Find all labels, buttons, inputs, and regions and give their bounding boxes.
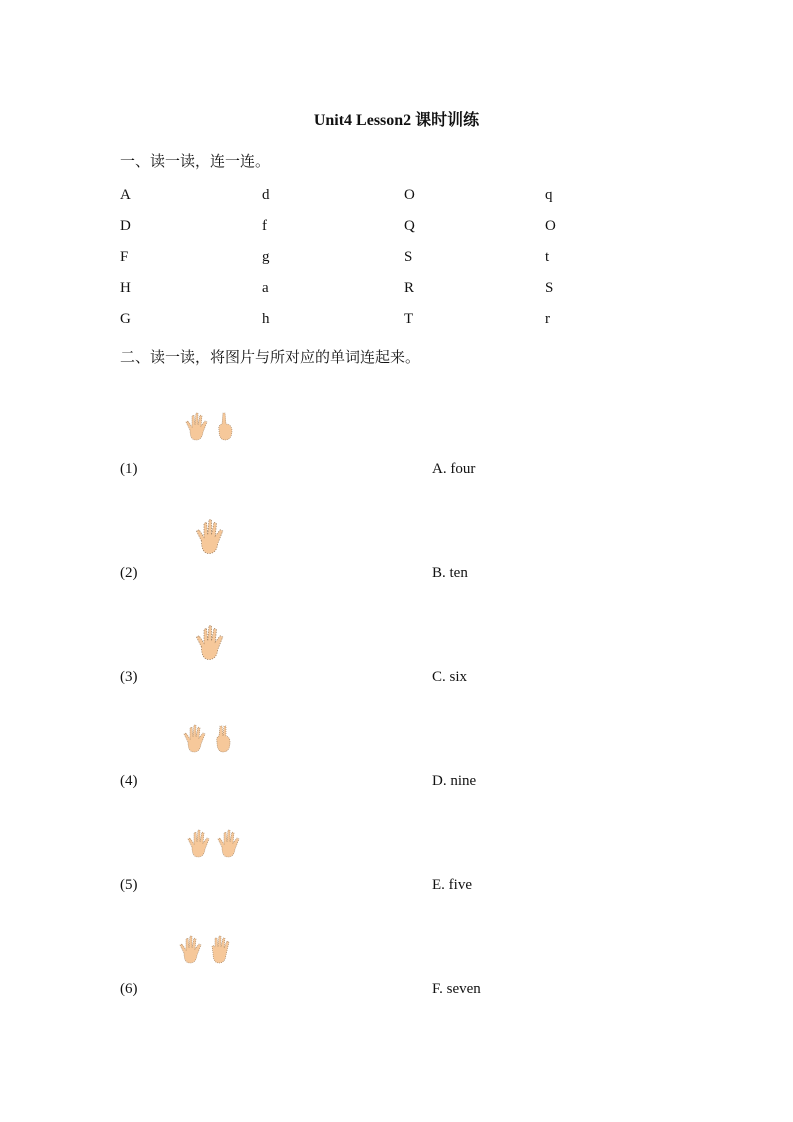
item-label: (3)	[120, 669, 138, 685]
hands-picture-1	[184, 410, 238, 442]
two-finger-hand-icon	[212, 722, 236, 754]
option-label: B. ten	[432, 565, 468, 581]
item-label: (4)	[120, 773, 138, 789]
letter-cell: q	[545, 187, 553, 203]
open-hand-icon	[178, 933, 204, 965]
page-title: Unit4 Lesson2 课时训练	[313, 112, 480, 129]
open-hand-icon	[182, 722, 208, 754]
open-hand-icon	[194, 516, 224, 556]
letter-cell: H	[120, 280, 131, 296]
letter-cell: r	[545, 311, 550, 327]
letter-cell: F	[120, 249, 129, 265]
option-label: C. six	[432, 669, 468, 685]
hands-picture-6	[178, 933, 234, 965]
option-label: D. nine	[432, 773, 477, 789]
letter-cell: t	[545, 249, 550, 265]
section-1-heading: 一、读一读，连一连。	[120, 152, 271, 170]
letter-cell: D	[120, 218, 131, 234]
section-2-heading: 二、读一读，将图片与所对应的单词连起来。	[120, 348, 421, 366]
item-label: (1)	[120, 461, 138, 477]
letter-cell: S	[545, 280, 554, 296]
letter-cell: G	[120, 311, 131, 327]
item-label: (5)	[120, 877, 138, 893]
four-finger-hand-icon	[208, 933, 234, 965]
letter-cell: T	[404, 311, 414, 327]
open-hand-icon	[186, 827, 212, 859]
hands-picture-5	[186, 827, 242, 859]
hands-picture-4	[182, 722, 236, 754]
letter-cell: O	[545, 218, 556, 234]
letter-cell: Q	[404, 218, 415, 234]
letter-cell: A	[120, 187, 131, 203]
item-label: (2)	[120, 565, 138, 581]
hands-picture-2	[194, 516, 224, 556]
letter-cell: R	[404, 280, 415, 296]
letter-cell: O	[404, 187, 415, 203]
letter-cell: f	[262, 218, 267, 234]
open-hand-icon	[184, 410, 210, 442]
option-label: F. seven	[432, 981, 481, 997]
letter-cell: h	[262, 311, 270, 327]
open-hand-icon	[194, 622, 224, 662]
letter-cell: a	[262, 280, 269, 296]
one-finger-hand-icon	[214, 410, 238, 442]
open-hand-icon	[216, 827, 242, 859]
option-label: A. four	[432, 461, 476, 477]
item-label: (6)	[120, 981, 138, 997]
option-label: E. five	[432, 877, 472, 893]
letter-cell: g	[262, 249, 270, 265]
letter-cell: S	[404, 249, 413, 265]
letter-cell: d	[262, 187, 270, 203]
hands-picture-3	[194, 622, 224, 662]
